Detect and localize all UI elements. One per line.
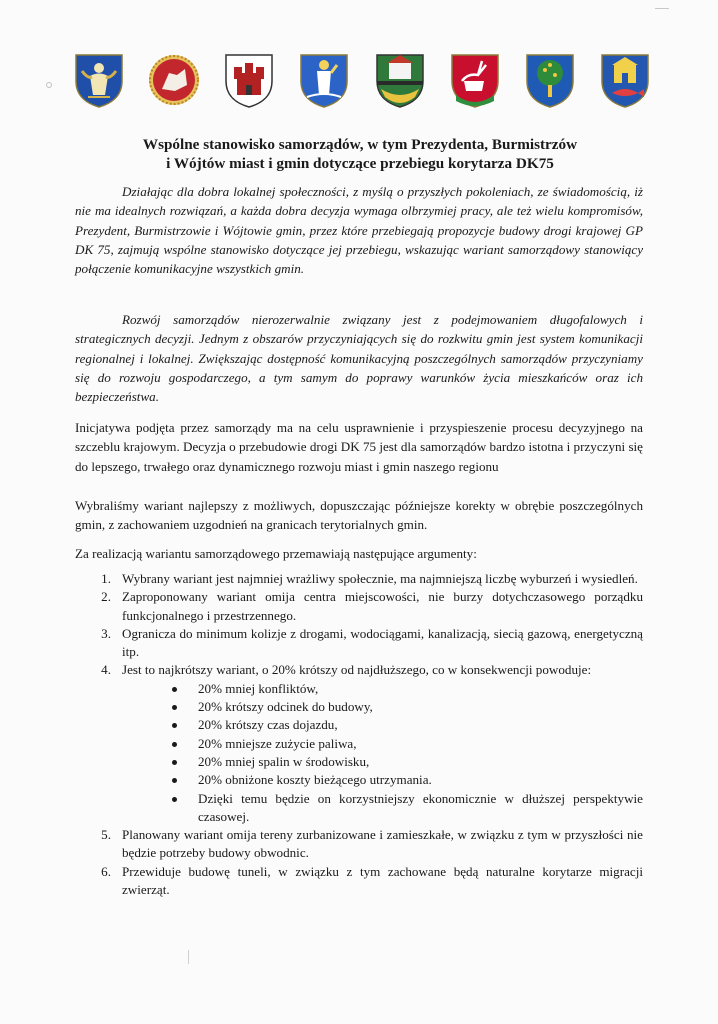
list-item-text: Jest to najkrótszy wariant, o 20% krótszy od najdłuższego, co w konsekwencji powoduje:: [122, 662, 592, 678]
list-item-text: Zaproponowany wariant omija centra miejscowości, nie burzy dotychczasowego porządku funkcjonalnego i przestrzennego.: [122, 589, 643, 623]
chosen-variant-paragraph: Wybraliśmy wariant najlepszy z możliwych, dopuszczając późniejsze korekty w obrębie poszczególnych gmin, z zachowaniem uzgodnień na granicach terytorialnych gmin.: [75, 498, 643, 533]
bullet-item: 20% mniejsze zużycie paliwa,: [172, 735, 643, 753]
list-item: [75, 570, 643, 588]
arguments-list: [75, 570, 643, 899]
crest-deer-red-icon: [448, 51, 502, 109]
scan-mark: [188, 950, 189, 964]
list-number: 3 .: [97, 625, 111, 643]
list-item-text: Ogranicza do minimum kolizje z drogami, wodociągami, kanalizacją, siecią gazową, energetyczną itp.: [122, 625, 643, 660]
arguments-intro: Za realizacją wariantu samorządowego przemawiają następujące argumenty:: [75, 546, 477, 561]
scan-mark: [655, 8, 669, 9]
bullet-item: 20% mniej konfliktów,: [172, 680, 643, 698]
title-line-2: i Wójtów miast i gmin dotyczące przebiegu korytarza DK75: [166, 155, 554, 172]
bullet-item: Dzięki temu będzie on korzystniejszy ekonomicznie w dłuższej perspektywie czasowej.: [172, 790, 643, 827]
bullet-item: 20% obniżone koszty bieżącego utrzymania.: [172, 771, 643, 789]
list-item: [75, 826, 643, 863]
bullet-item: 20% mniej spalin w środowisku,: [172, 753, 643, 771]
scan-mark: [46, 82, 52, 88]
intro-paragraph: Działając dla dobra lokalnej społeczności, z myślą o przyszłych pokoleniach, ze świadomością, iż nie ma idealnych rozwiązań, a każda dobra decyzja wymaga olbrzymiej pracy, ale też wielu kompromisów, Prezydent, Burmistrzowie i Wójtowie gmin, przez które przebiegają propozycje budowy drogi krajowej GP DK 75, zajmują wspólne stanowisko dotyczące jej przebiegu, wskazując wariant samorządowy stanowiący połączenie komunikacyjne wszystkich gmin.: [75, 184, 643, 277]
list-number: 2 .: [97, 588, 111, 606]
title-line-1: Wspólne stanowisko samorządów, w tym Prezydenta, Burmistrzów: [142, 136, 578, 153]
list-item-text: Planowany wariant omija tereny zurbanizowane i zamieszkałe, w związku z tym w przyszłości nie będzie potrzeby budowy obwodnic.: [122, 827, 643, 861]
list-number: 4 .: [97, 661, 111, 679]
crest-tree-blue-icon: [523, 51, 577, 109]
list-number: 5 .: [97, 826, 111, 844]
list-item: [75, 863, 643, 900]
bullet-item: 20% krótszy czas dojazdu,: [172, 716, 643, 734]
initiative-paragraph: Inicjatywa podjęta przez samorządy ma na celu usprawnienie i przyspieszenie procesu decyzyjnego na szczeblu krajowym. Decyzja o przebudowie drogi DK 75 jest dla samorządów bardzo istotna i przyczyni się do lepszego, trwałego oraz dynamicznego rozwoju miast i gmin naszego regionu: [75, 420, 643, 474]
crests-row: [72, 50, 652, 110]
list-item: [75, 625, 643, 662]
list-item-text: Wybrany wariant jest najmniej wrażliwy społecznie, ma najmniejszą liczbę wyburzeń i wysiedleń.: [122, 571, 638, 586]
crest-church-fish-blue-icon: [598, 51, 652, 109]
list-item: [75, 661, 643, 826]
list-item-text: Przewiduje budowę tuneli, w związku z tym zachowane będą naturalne korytarze migracji zwierząt.: [122, 863, 643, 898]
crest-saint-christopher-blue-icon: [297, 51, 351, 109]
document-title: [60, 135, 660, 173]
list-number: 6 .: [97, 863, 111, 881]
consequences-list: [110, 680, 643, 826]
crest-castle-white-icon: [222, 51, 276, 109]
development-paragraph: Rozwój samorządów nierozerwalnie związany jest z podejmowaniem długofalowych i strategicznych decyzji. Jednym z obszarów przyczyniających się do rozkwitu gmin jest system komunikacji regionalnej i lokalnej. Zwiększając dostępność komunikacyjną poszczególnych samorządów przyczyniamy się do rozwoju gospodarczego, a tym samym do poprawy warunków życia mieszkańców oraz ich bezpieczeństwa.: [75, 312, 643, 405]
bullet-item: 20% krótszy odcinek do budowy,: [172, 698, 643, 716]
crest-angel-blue-icon: [72, 51, 126, 109]
list-item: [75, 588, 643, 625]
crest-town-fields-icon: [373, 51, 427, 109]
crest-knight-red-seal-icon: [147, 51, 201, 109]
list-number: 1 .: [97, 570, 111, 588]
